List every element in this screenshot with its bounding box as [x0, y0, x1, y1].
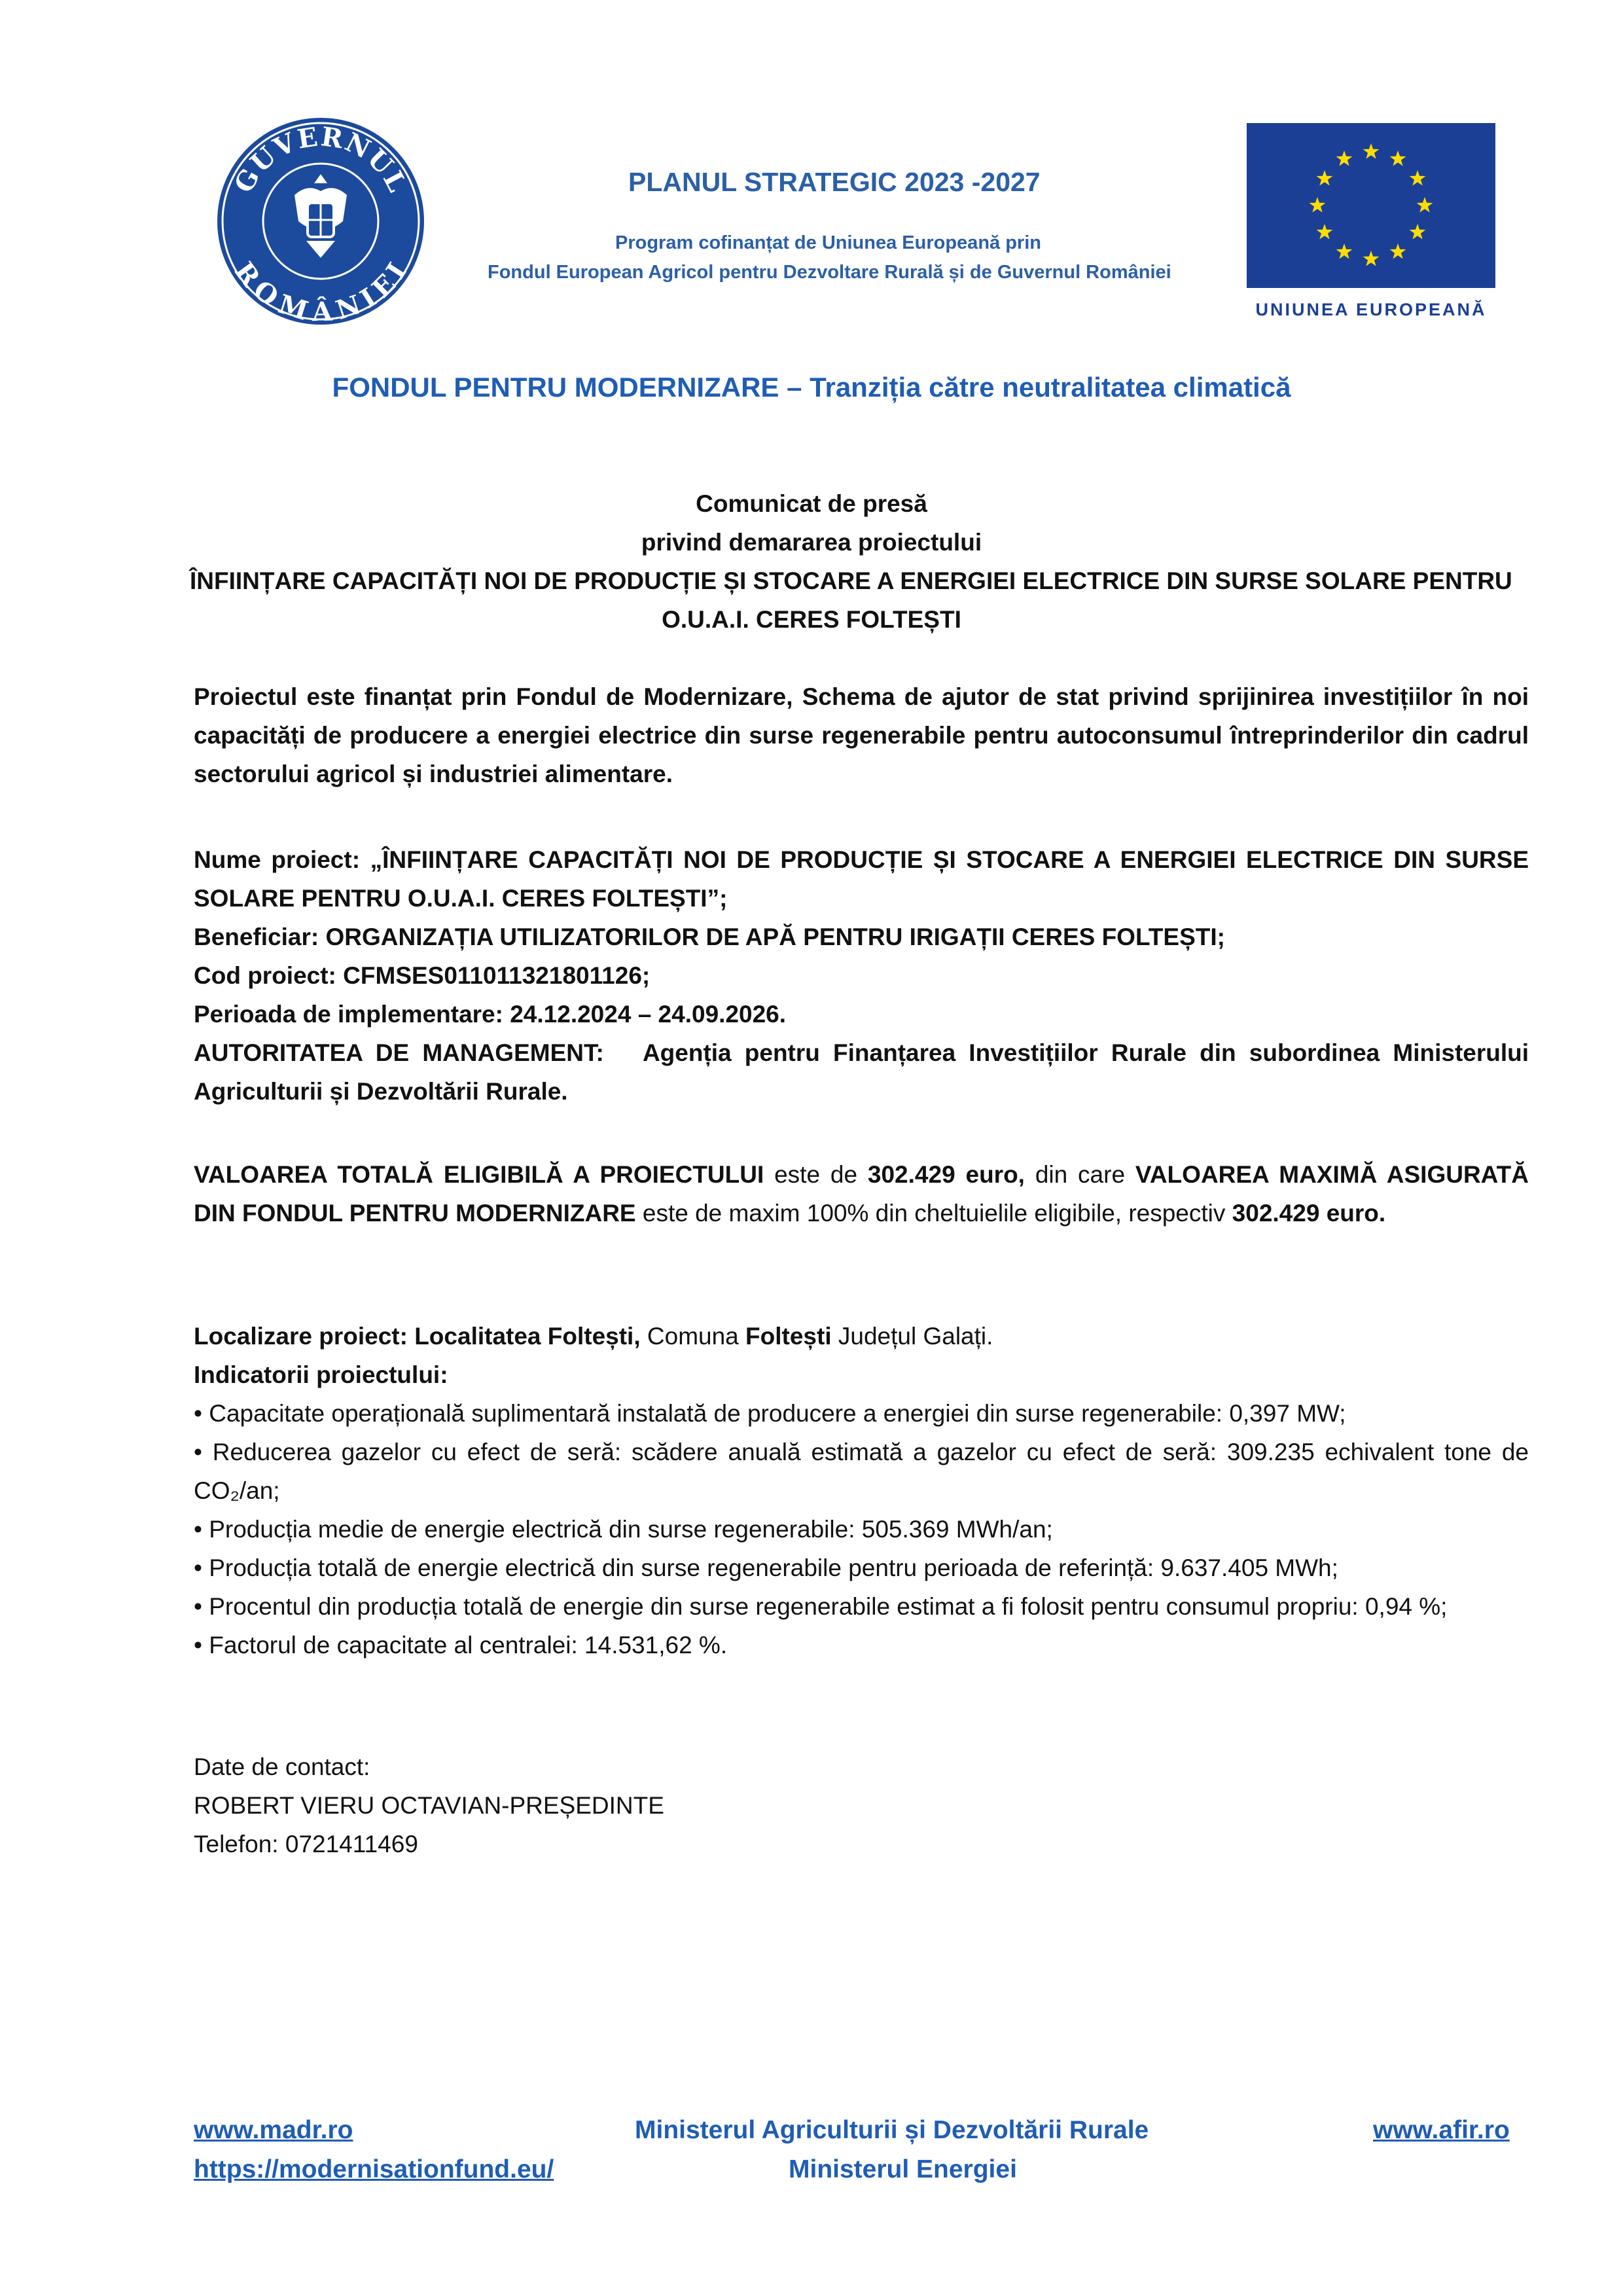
contact-block	[194, 1748, 1529, 1863]
beneficiary-row	[194, 918, 1529, 956]
government-of-romania-logo	[216, 117, 425, 326]
beneficiary-label: Beneficiar:	[194, 924, 319, 950]
cofinance-line-1: Program cofinanțat de Uniunea Europeană prin	[615, 232, 1041, 253]
intro-paragraph: Proiectul este finanțat prin Fondul de Modernizare, Schema de ajutor de stat privind sprijinirea investițiilor în noi capacități de producere a energiei electrice din surse regenerabile pentru autoconsumul întreprinderilor din cadrul sectorului agricol și industriei alimentare.	[194, 683, 1529, 787]
indicators-title: Indicatorii proiectului:	[194, 1361, 448, 1388]
commune-prefix: Comuna	[647, 1323, 739, 1350]
total-eligible-amount: 302.429 euro,	[867, 1161, 1025, 1188]
eu-flag-icon	[1247, 123, 1495, 288]
ministry-agriculture-name: Ministerul Agriculturii și Dezvoltării Rurale	[635, 2116, 1149, 2144]
implementation-period-row	[194, 995, 1529, 1033]
strategic-plan-title: PLANUL STRATEGIC 2023 -2027	[628, 167, 1041, 197]
afir-website-link[interactable]: www.afir.ro	[1373, 2116, 1510, 2144]
max-modernisation-fund-amount: 302.429 euro.	[1232, 1200, 1386, 1227]
project-code-label: Cod proiect:	[194, 962, 336, 989]
cofinance-line-2: Fondul European Agricol pentru Dezvoltare Rurală și de Guvernul României	[488, 262, 1171, 283]
press-release-heading	[190, 484, 1512, 639]
project-name-value: „ÎNFIINȚARE CAPACITĂȚI NOI DE PRODUCȚIE ȘI STOCARE A ENERGIEI ELECTRICE DIN SURSE SOLARE PENTRU O.U.A.I. CERES FOLTEȘTI”;	[194, 846, 1529, 912]
location-and-indicators	[194, 1317, 1529, 1664]
location-label: Localizare proiect: Localitatea Foltești,	[194, 1323, 641, 1350]
contact-person: ROBERT VIERU OCTAVIAN-PREȘEDINTE	[194, 1792, 664, 1819]
managing-authority-label: AUTORITATEA DE MANAGEMENT	[194, 1039, 596, 1066]
contact-title: Date de contact:	[194, 1753, 370, 1780]
project-details	[194, 840, 1529, 1111]
indicator-item: • Procentul din producția totală de energie din surse regenerabile estimat a fi folosit pentru consumul propriu: 0,94 %;	[194, 1593, 1448, 1620]
indicator-item: • Reducerea gazelor cu efect de seră: scădere anuală estimată a gazelor cu efect de seră: 309.235 echivalent tone de CO₂/an;	[194, 1439, 1529, 1504]
ministry-energy-name: Ministerul Energiei	[789, 2155, 1017, 2183]
implementation-period-value: 24.12.2024 – 24.09.2026.	[510, 1001, 787, 1028]
indicator-item: • Producția totală de energie electrică din surse regenerabile pentru perioada de referință: 9.637.405 MWh;	[194, 1554, 1338, 1581]
contact-phone: Telefon: 0721411469	[194, 1831, 418, 1857]
madr-website-link[interactable]: www.madr.ro	[194, 2116, 353, 2144]
eu-label: UNIUNEA EUROPEANĂ	[1255, 300, 1487, 319]
logo-text-bottom: ROMÂNIEI	[228, 256, 414, 326]
beneficiary-value: ORGANIZAȚIA UTILIZATORILOR DE APĂ PENTRU IRIGAȚII CERES FOLTEȘTI;	[325, 924, 1225, 950]
indicator-item: • Factorul de capacitate al centralei: 14.531,62 %.	[194, 1632, 728, 1659]
managing-authority-value: Agenția pentru Finanțarea Investițiilor Rurale din subordinea Ministerului Agriculturii și Dezvoltării Rurale.	[194, 1039, 1529, 1105]
press-heading-line-3: ÎNFIINȚARE CAPACITĂȚI NOI DE PRODUCȚIE ȘI STOCARE A ENERGIEI ELECTRICE DIN SURSE SOLARE PENTRU	[190, 567, 1512, 594]
project-code-row	[194, 956, 1529, 995]
project-code-value: CFMSES011011321801126;	[343, 962, 651, 989]
project-name-row	[194, 840, 1529, 918]
project-location	[194, 1317, 1529, 1355]
logo-text-top: GUVERNUL	[228, 121, 414, 198]
county-name: Județul Galați.	[838, 1323, 993, 1350]
value-text-3: este de maxim 100% din cheltuielile eligibile, respectiv	[642, 1200, 1226, 1227]
project-name-label: Nume proiect:	[194, 846, 361, 873]
managing-authority-row: AUTORITATEA DE MANAGEMENT: Agenția pentru Finanțarea Investițiilor Rurale din subordinea Ministerului Agriculturii și Dezvoltării Rurale.	[194, 1039, 1529, 1105]
fund-title: FONDUL PENTRU MODERNIZARE – Tranziția către neutralitatea climatică	[332, 372, 1291, 403]
press-heading-line-4: O.U.A.I. CERES FOLTEȘTI	[662, 606, 961, 633]
max-modernisation-fund-label: VALOAREA MAXIMĂ ASIGURATĂ DIN FONDUL PENTRU MODERNIZARE	[194, 1161, 1529, 1227]
modernisation-fund-link[interactable]: https://modernisationfund.eu/	[194, 2155, 554, 2183]
total-eligible-value-label: VALOAREA TOTALĂ ELIGIBILĂ A PROIECTULUI	[194, 1161, 764, 1188]
implementation-period-label: Perioada de implementare:	[194, 1001, 503, 1028]
project-value-paragraph	[194, 1155, 1529, 1232]
commune-name: Foltești	[745, 1323, 832, 1350]
indicator-item: • Producția medie de energie electrică din surse regenerabile: 505.369 MWh/an;	[194, 1516, 1053, 1543]
indicator-item: • Capacitate operațională suplimentară instalată de producere a energiei din surse regenerabile: 0,397 MW;	[194, 1400, 1346, 1427]
press-heading-line-1: Comunicat de presă	[696, 490, 927, 517]
value-text-2: din care	[1035, 1161, 1126, 1188]
value-text-1: este de	[774, 1161, 858, 1188]
press-heading-line-2: privind demararea proiectului	[641, 529, 982, 556]
